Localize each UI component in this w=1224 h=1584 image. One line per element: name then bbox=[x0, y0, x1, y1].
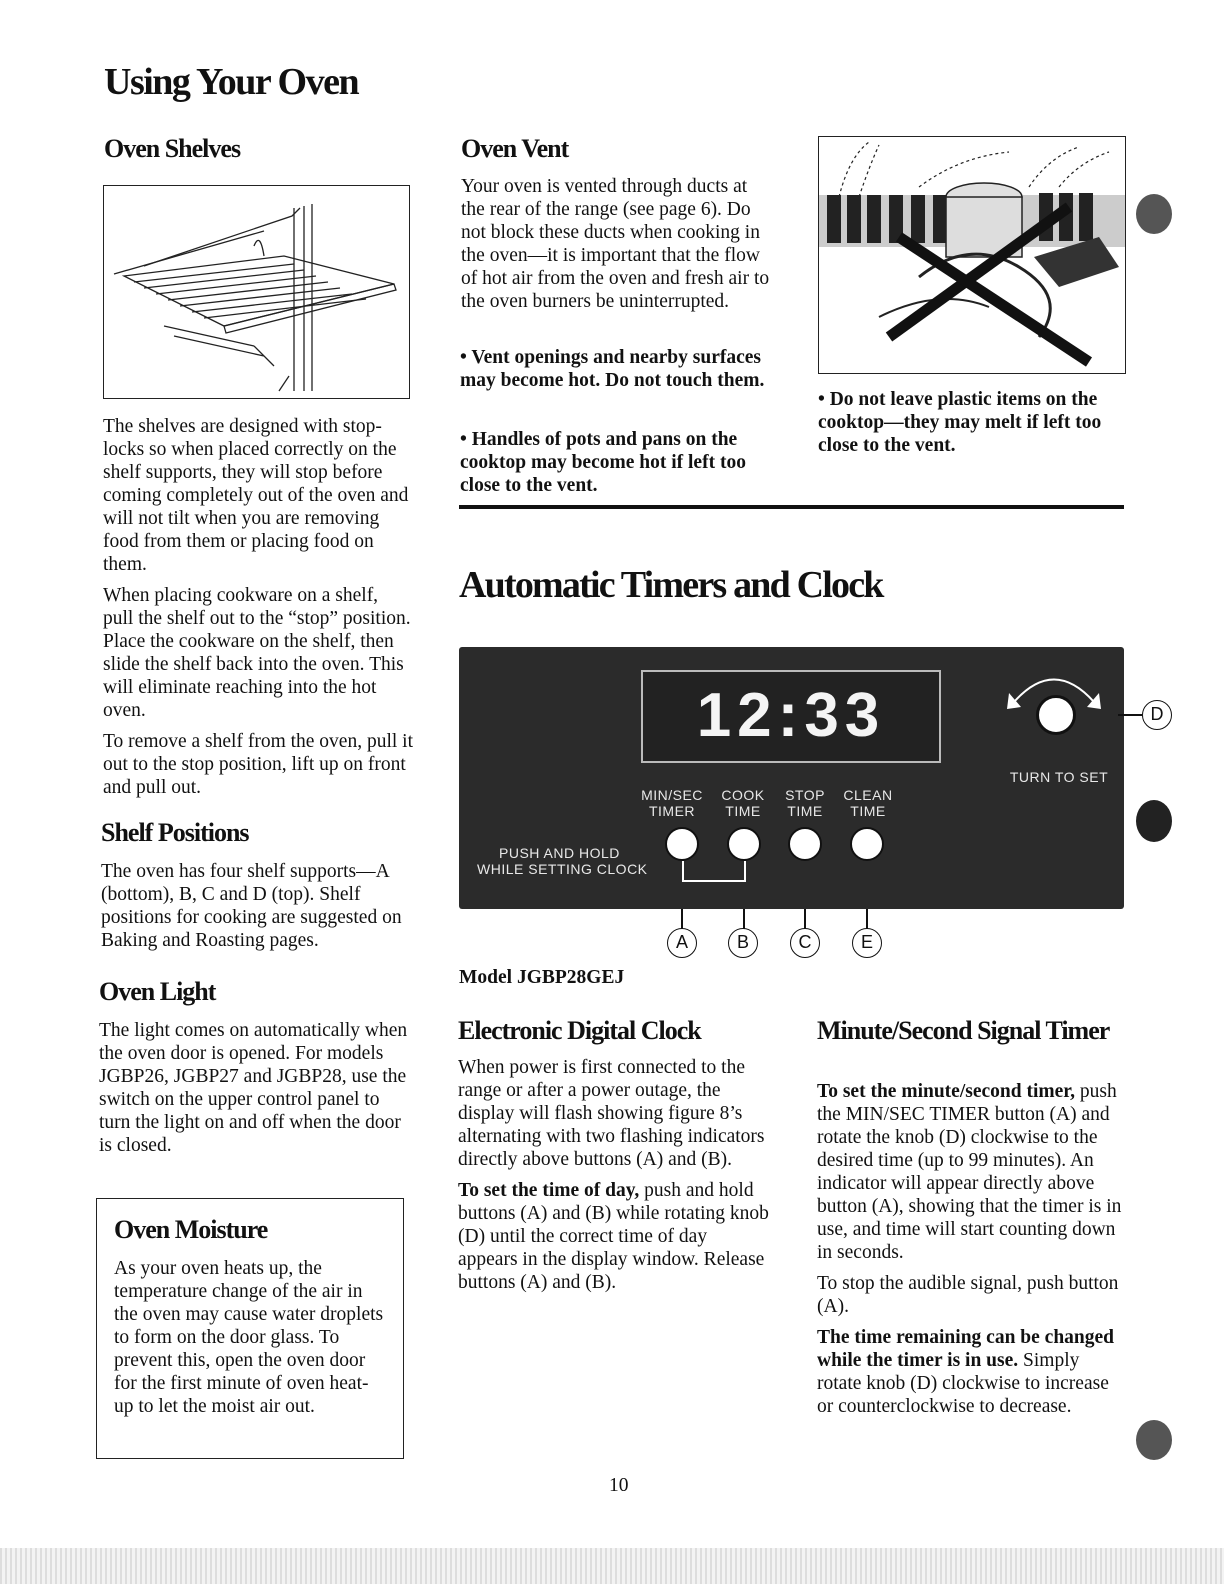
page-title: Using Your Oven bbox=[104, 61, 359, 103]
push-and-hold-label: PUSH AND HOLD WHILE SETTING CLOCK bbox=[477, 845, 648, 877]
signal-timer-text bbox=[817, 1080, 1127, 1426]
digital-clock-heading: Electronic Digital Clock bbox=[458, 1016, 701, 1045]
section-divider bbox=[459, 505, 1124, 509]
binder-hole-top bbox=[1136, 194, 1172, 234]
oven-shelves-heading: Oven Shelves bbox=[104, 134, 241, 163]
oven-moisture-heading: Oven Moisture bbox=[114, 1215, 268, 1244]
clean-time-label: CLEAN TIME bbox=[843, 787, 893, 819]
bracket-b bbox=[744, 861, 746, 881]
model-number: Model JGBP28GEJ bbox=[459, 967, 625, 988]
oven-shelves-paragraph-2: When placing cookware on a shelf, pull the shelf out to the “stop” position. Place the cookware on the shelf, then slide the shelf back into the oven. This will eliminate reaching into the hot oven. bbox=[103, 585, 411, 721]
turn-to-set-label: TURN TO SET bbox=[1009, 769, 1109, 785]
scan-edge bbox=[0, 1548, 1224, 1584]
signal-timer-paragraph-2: To stop the audible signal, push button (A). bbox=[817, 1273, 1119, 1317]
oven-shelves-paragraph-1: The shelves are designed with stop-locks so when placed correctly on the shelf supports, they will stop before coming completely out of the oven and will not tilt when you are removing food from them or placing food on them. bbox=[103, 416, 409, 575]
binder-hole-middle bbox=[1136, 800, 1172, 842]
signal-timer-paragraph-3: The time remaining can be changed while the timer is in use. Simply rotate knob (D) clockwise to increase or counterclockwise to decrease. bbox=[817, 1327, 1115, 1417]
signal-timer-heading: Minute/Second Signal Timer bbox=[817, 1016, 1110, 1045]
stop-time-button[interactable] bbox=[788, 827, 822, 861]
digital-clock-paragraph-2: To set the time of day, push and hold buttons (A) and (B) while rotating knob (D) until the correct time of day appears in the display window. Release buttons (A) and (B). bbox=[458, 1180, 769, 1293]
leader-e bbox=[866, 909, 868, 929]
oven-vent-illustration bbox=[818, 136, 1126, 374]
timers-heading: Automatic Timers and Clock bbox=[459, 564, 883, 606]
oven-vent-heading: Oven Vent bbox=[461, 134, 569, 163]
cook-time-button[interactable] bbox=[727, 827, 761, 861]
control-panel bbox=[459, 647, 1124, 909]
set-knob[interactable] bbox=[1036, 695, 1076, 735]
digital-clock-text bbox=[458, 1056, 770, 1302]
leader-b bbox=[743, 909, 745, 929]
oven-moisture-text: As your oven heats up, the temperature change of the air in the oven may cause water droplets to form on the door glass. To prevent this, open the oven door for the first minute of oven heat-up to let the moist air out. bbox=[114, 1258, 384, 1417]
callout-c: C bbox=[790, 928, 820, 958]
shelf-positions-heading: Shelf Positions bbox=[101, 818, 249, 847]
shelf-positions-text: The oven has four shelf supports—A (bottom), B, C and D (top). Shelf positions for cooking are suggested on Baking and Roasting pages. bbox=[101, 861, 402, 951]
stop-time-label: STOP TIME bbox=[785, 787, 825, 819]
callout-d: D bbox=[1142, 700, 1172, 730]
bracket-a bbox=[682, 861, 684, 881]
oven-shelf-illustration bbox=[103, 185, 410, 399]
bracket-join bbox=[682, 880, 746, 882]
vent-warning-2: • Handles of pots and pans on the cooktop may become hot if left too close to the vent. bbox=[460, 429, 746, 496]
clean-time-button[interactable] bbox=[850, 827, 884, 861]
min-sec-timer-label: MIN/SEC TIMER bbox=[641, 787, 703, 819]
binder-hole-bottom bbox=[1136, 1420, 1172, 1460]
digital-clock-paragraph-1: When power is first connected to the range or after a power outage, the display will flash showing figure 8’s alternating with two flashing indicators directly above buttons (A) and (B). bbox=[458, 1057, 765, 1170]
leader-d bbox=[1118, 714, 1142, 716]
oven-moisture-box bbox=[96, 1198, 404, 1459]
oven-shelves-text bbox=[103, 415, 413, 807]
callout-e: E bbox=[852, 928, 882, 958]
callout-b: B bbox=[728, 928, 758, 958]
vent-drawing bbox=[819, 137, 1125, 373]
vent-warning-3: • Do not leave plastic items on the cooktop—they may melt if left too close to the vent. bbox=[818, 389, 1102, 456]
callout-a: A bbox=[667, 928, 697, 958]
leader-a bbox=[681, 909, 683, 929]
oven-light-text: The light comes on automatically when the oven door is opened. For models JGBP26, JGBP27 and JGBP28, use the switch on the upper control panel to turn the light on and off when the door is closed. bbox=[99, 1020, 408, 1156]
leader-c bbox=[804, 909, 806, 929]
clock-readout: 12:33 bbox=[696, 681, 886, 750]
oven-light-heading: Oven Light bbox=[99, 977, 216, 1006]
signal-timer-paragraph-1: To set the minute/second timer, push the MIN/SEC TIMER button (A) and rotate the knob (D) clockwise to the desired time (up to 99 minutes). An indicator will appear directly above button (A), showing that the timer is in use, and time will start counting down in seconds. bbox=[817, 1081, 1122, 1263]
oven-vent-text: Your oven is vented through ducts at the rear of the range (see page 6). Do not block these ducts when cooking in the oven—it is important that the flow of hot air from the oven and fresh air to the oven burners be uninterrupted. bbox=[461, 176, 770, 312]
page-number: 10 bbox=[609, 1475, 629, 1496]
shelf-drawing bbox=[104, 186, 409, 398]
clock-display bbox=[641, 670, 941, 763]
vent-warning-1: • Vent openings and nearby surfaces may become hot. Do not touch them. bbox=[460, 347, 765, 391]
min-sec-timer-button[interactable] bbox=[665, 827, 699, 861]
cook-time-label: COOK TIME bbox=[721, 787, 765, 819]
oven-shelves-paragraph-3: To remove a shelf from the oven, pull it out to the stop position, lift up on front and pull out. bbox=[103, 731, 414, 798]
